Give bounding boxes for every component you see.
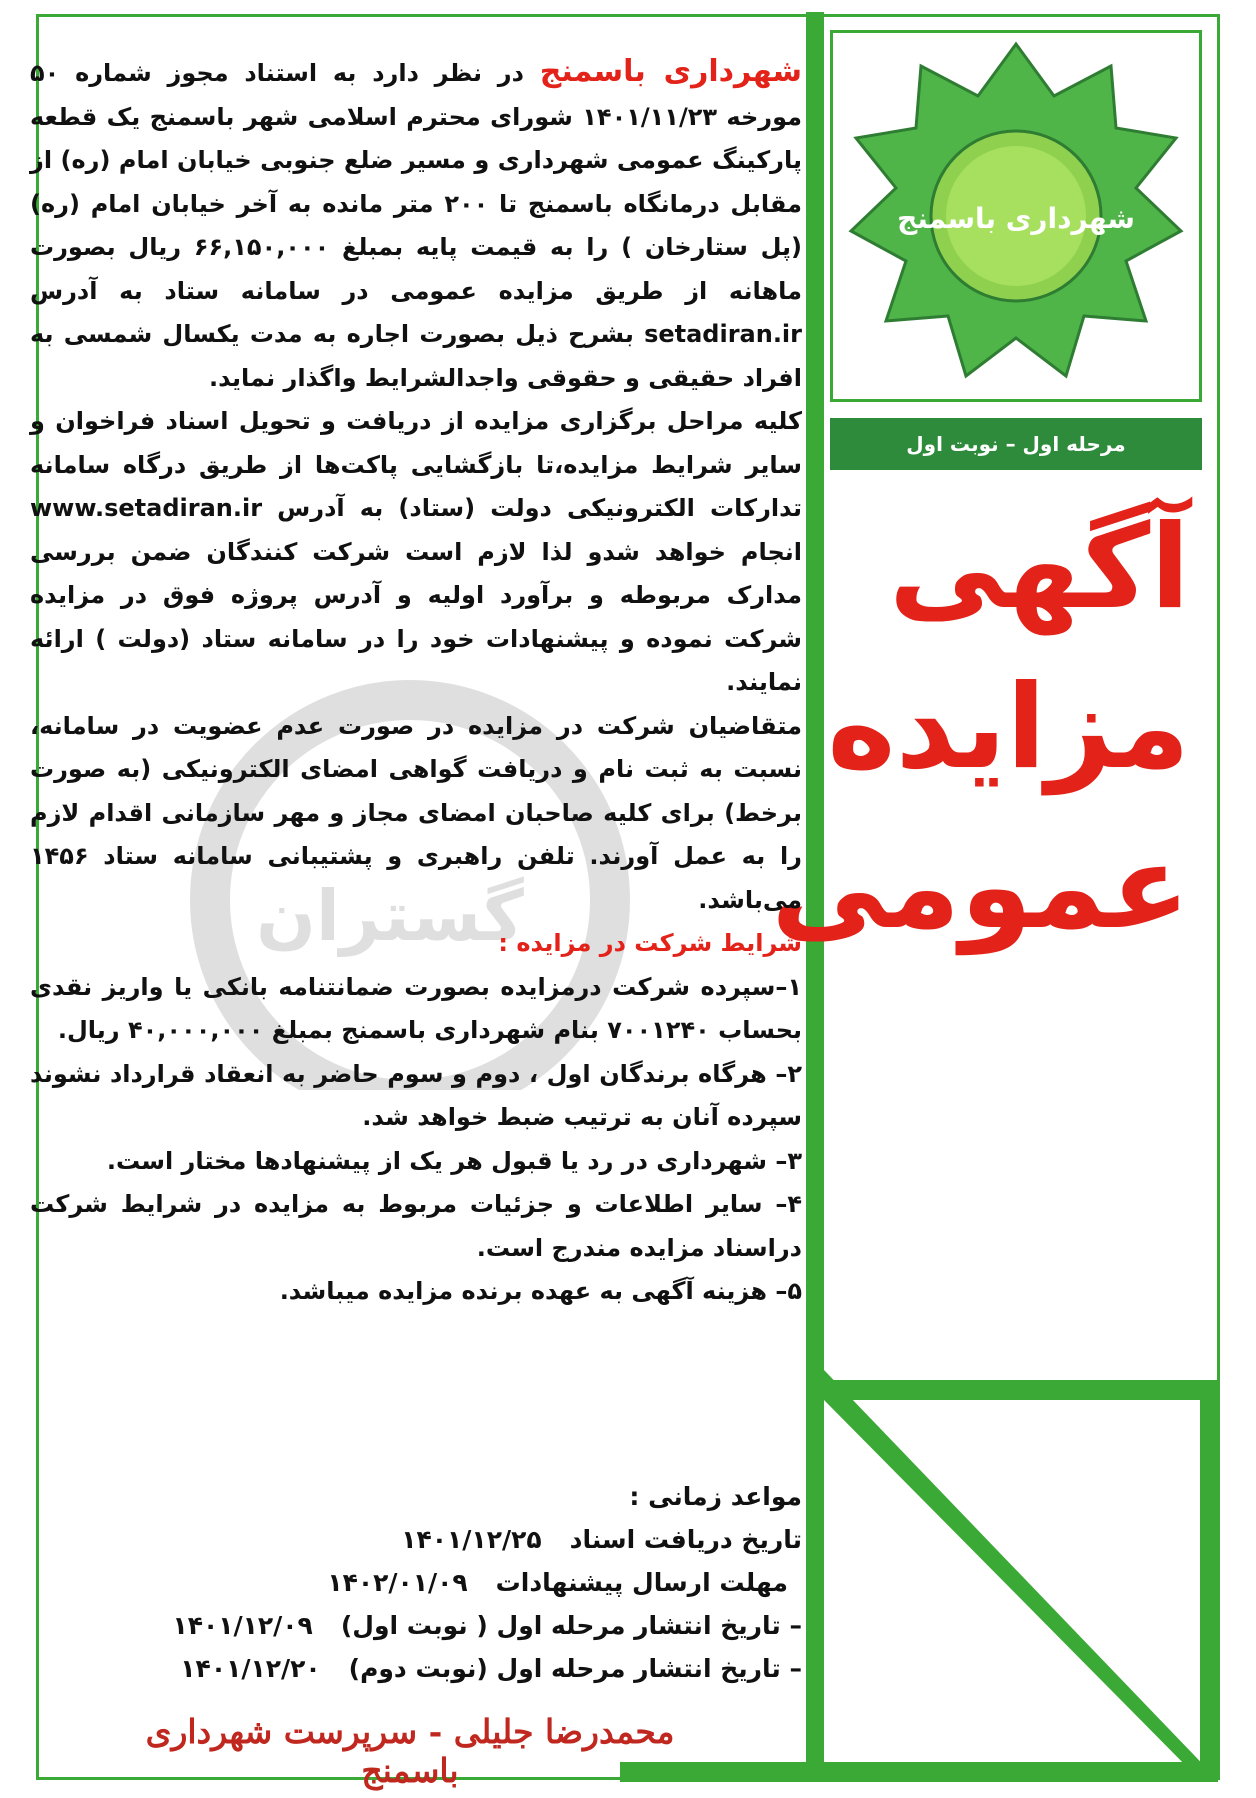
stage-label: مرحله اول – نوبت اول [906, 432, 1126, 456]
schedule-label: – تاریخ انتشار مرحله اول (نوبت دوم) [348, 1654, 802, 1683]
watermark-text: گستران [256, 875, 524, 957]
condition-item: ۳– شهرداری در رد یا قبول هر یک از پیشنهادها مختار است. [106, 1146, 802, 1175]
title-line-2: مزایده [827, 660, 1190, 795]
org-name: شهرداری باسمنج [539, 54, 802, 89]
schedule-label: – تاریخ انتشار مرحله اول ( نوبت اول) [340, 1611, 802, 1640]
schedule-heading: مواعد زمانی : [629, 1482, 802, 1511]
schedule-value: ۱۴۰۲/۰۱/۰۹ [327, 1568, 468, 1597]
title-line-1: آگهی [888, 500, 1190, 635]
intro-text: در نظر دارد به استناد مجوز شماره ۵۰ مورخه ۱۴۰۱/۱۱/۲۳ شورای محترم اسلامی شهر باسمنج یک قطعه پارکینگ عمومی شهرداری و مسیر ضلع جنوبی خیابان امام (ره) از مقابل درمانگاه باسمنج تا ۲۰۰ متر مانده به آخر خیابان امام (ره) (پل ستارخان ) را به قیمت پایه بمبلغ ۶۶,۱۵۰,۰۰۰ ریال بصورت ماهانه از طریق مزایده عمومی در سامانه ستاد به آدرس setadiran.ir بشرح ذیل بصورت اجاره به مدت یکسال شمسی به افراد حقیقی و حقوقی واجدالشرایط واگذار نماید. [30, 59, 803, 392]
star-emblem-icon [833, 33, 1199, 399]
schedule-row [150, 1647, 802, 1690]
logo-text: شهرداری باسمنج [897, 202, 1135, 235]
municipality-logo [830, 30, 1202, 402]
condition-item: ۲– هرگاه برندگان اول ، دوم و سوم حاضر به انعقاد قرارداد نشوند سپرده آنان به ترتیب ضبط خواهد شد. [30, 1059, 802, 1131]
conditions-heading: شرایط شرکت در مزایده : [498, 929, 802, 957]
title-line-3: عمومی [771, 820, 1190, 955]
schedule-row [150, 1561, 788, 1604]
schedule-label: تاریخ دریافت اسناد [569, 1525, 802, 1554]
schedule-row [150, 1604, 802, 1647]
condition-item: ۴– سایر اطلاعات و جزئیات مربوط به مزایده در شرایط شرکت دراسناد مزایده مندرج است. [30, 1190, 802, 1262]
signature: محمدرضا جلیلی - سرپرست شهرداری باسمنج [145, 1712, 675, 1790]
schedule-label: مهلت ارسال پیشنهادات [495, 1568, 788, 1597]
intro-paragraph [30, 50, 802, 400]
schedule-row [150, 1518, 802, 1561]
schedule-section [150, 1475, 802, 1690]
schedule-value: ۱۴۰۱/۱۲/۲۵ [401, 1525, 542, 1554]
condition-item: ۱–سپرده شرکت درمزایده بصورت ضمانتنامه بانکی یا واریز نقدی بحساب ۷۰۰۱۲۴۰ بنام شهرداری باسمنج بمبلغ ۴۰,۰۰۰,۰۰۰ ریال. [30, 972, 802, 1044]
schedule-value: ۱۴۰۱/۱۲/۲۰ [180, 1654, 321, 1683]
announcement-body [30, 50, 802, 1314]
schedule-value: ۱۴۰۱/۱۲/۰۹ [172, 1611, 313, 1640]
paragraph-2: کلیه مراحل برگزاری مزایده از دریافت و تحویل اسناد فراخوان و سایر شرایط مزایده،تا بازگشایی پاکت‌ها از طریق درگاه سامانه تدارکات الکترونیکی دولت (ستاد) به آدرس www.setadiran.ir انجام خواهد شدو لذا لازم است شرکت کنندگان ضمن بررسی مدارک مربوطه و برآورد اولیه و آدرس پروژه فوق در مزایده شرکت نموده و پیشنهادات خود را در سامانه ستاد (دولت ) ارائه نمایند. [30, 407, 802, 696]
stage-label-bar [830, 418, 1202, 470]
condition-item: ۵– هزینه آگهی به عهده برنده مزایده میباشد. [279, 1277, 802, 1305]
paragraph-3: متقاضیان شرکت در مزایده در صورت عدم عضویت در سامانه، نسبت به ثبت نام و دریافت گواهی امضای الکترونیکی (به صورت برخط) برای کلیه صاحبان امضای مجاز و مهر سازمانی اقدام لازم را به عمل آورند. تلفن راهبری و پشتیبانی سامانه ستاد ۱۴۵۶ می‌باشد. [30, 711, 802, 914]
